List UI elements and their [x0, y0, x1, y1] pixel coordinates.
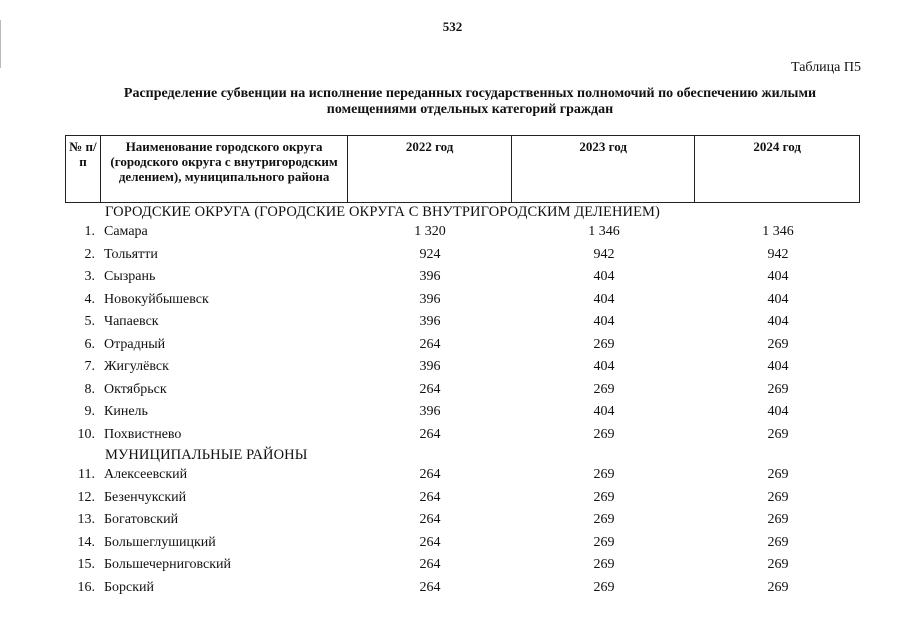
- table-header: [65, 135, 860, 203]
- table-row: [65, 401, 860, 424]
- row-num: 3.: [84, 269, 95, 285]
- row-name: Борский: [104, 579, 155, 595]
- row-value-2022: 264: [419, 534, 441, 550]
- row-value-2023: 942: [593, 246, 615, 262]
- table-row: [65, 577, 860, 600]
- section-city-districts: ГОРОДСКИЕ ОКРУГА (ГОРОДСКИЕ ОКРУГА С ВНУТРИГОРОДСКИМ ДЕЛЕНИЕМ): [105, 204, 660, 220]
- table-row: [65, 356, 860, 379]
- row-value-2024: 404: [767, 269, 789, 285]
- row-value-2024: 269: [767, 512, 789, 528]
- row-num: 8.: [84, 381, 95, 397]
- row-value-2022: 264: [419, 579, 441, 595]
- row-value-2023: 269: [593, 557, 615, 573]
- table-label: Таблица П5: [791, 60, 861, 75]
- row-value-2022: 396: [419, 314, 441, 330]
- row-value-2022: 396: [419, 359, 441, 375]
- row-value-2023: 269: [593, 579, 615, 595]
- row-value-2022: 1 320: [414, 224, 446, 240]
- row-value-2023: 404: [593, 291, 615, 307]
- row-value-2024: 269: [767, 426, 789, 442]
- header-name: Наименование городского округа (городского округа с внутригородским делением), муниципального района: [101, 136, 348, 202]
- row-value-2024: 942: [767, 246, 789, 262]
- row-name: Кинель: [104, 404, 148, 420]
- row-name: Большеглушицкий: [104, 534, 216, 550]
- table-row: [65, 379, 860, 402]
- row-value-2022: 396: [419, 404, 441, 420]
- table-row: [65, 554, 860, 577]
- row-value-2024: 269: [767, 467, 789, 483]
- row-value-2022: 264: [419, 381, 441, 397]
- row-num: 5.: [84, 314, 95, 330]
- row-num: 11.: [78, 467, 95, 483]
- row-value-2023: 269: [593, 512, 615, 528]
- row-name: Алексеевский: [104, 467, 188, 483]
- row-value-2023: 404: [593, 269, 615, 285]
- table-row: [65, 424, 860, 447]
- table-row: [65, 487, 860, 510]
- header-2024: 2024 год: [753, 139, 801, 154]
- row-value-2023: 404: [593, 359, 615, 375]
- header-2023: 2023 год: [512, 136, 696, 202]
- row-value-2022: 396: [419, 291, 441, 307]
- row-value-2022: 264: [419, 512, 441, 528]
- row-value-2022: 264: [419, 557, 441, 573]
- row-num: 15.: [77, 557, 95, 573]
- row-name: Новокуйбышевск: [104, 291, 209, 307]
- row-value-2024: 269: [767, 336, 789, 352]
- row-name: Отрадный: [104, 336, 166, 352]
- row-value-2023: 1 346: [588, 224, 620, 240]
- municipal-districts-rows: [65, 464, 860, 599]
- table-row: [65, 509, 860, 532]
- header-2022: 2022 год: [348, 136, 512, 202]
- row-name: Похвистнево: [104, 426, 182, 442]
- page-number: 532: [442, 19, 463, 34]
- subvention-table: [65, 135, 860, 599]
- row-name: Безенчукский: [104, 489, 187, 505]
- table-row: [65, 532, 860, 555]
- row-name: Сызрань: [104, 269, 156, 285]
- row-num: 1.: [84, 224, 95, 240]
- row-value-2023: 404: [593, 404, 615, 420]
- row-value-2023: 269: [593, 534, 615, 550]
- row-value-2024: 404: [767, 291, 789, 307]
- row-name: Чапаевск: [104, 314, 159, 330]
- row-value-2023: 269: [593, 467, 615, 483]
- row-num: 16.: [77, 579, 95, 595]
- row-value-2024: 269: [767, 381, 789, 397]
- row-num: 13.: [77, 512, 95, 528]
- row-num: 7.: [84, 359, 95, 375]
- row-num: 10.: [77, 426, 95, 442]
- document-title: Распределение субвенции на исполнение переданных государственных полномочий по обеспечению жилыми помещениями отдельных категорий граждан: [123, 86, 817, 117]
- city-districts-rows: [65, 221, 860, 446]
- row-value-2024: 269: [767, 579, 789, 595]
- row-num: 9.: [84, 404, 95, 420]
- row-value-2024: 269: [767, 557, 789, 573]
- table-row: [65, 221, 860, 244]
- row-value-2023: 404: [593, 314, 615, 330]
- row-value-2022: 924: [419, 246, 441, 262]
- row-name: Самара: [104, 224, 148, 240]
- row-value-2022: 264: [419, 426, 441, 442]
- table-row: [65, 289, 860, 312]
- table-row: [65, 244, 860, 267]
- row-value-2024: 1 346: [762, 224, 794, 240]
- row-num: 2.: [84, 246, 95, 262]
- row-value-2024: 269: [767, 489, 789, 505]
- row-name: Жигулёвск: [104, 359, 169, 375]
- row-value-2024: 404: [767, 314, 789, 330]
- row-num: 6.: [84, 336, 95, 352]
- row-name: Тольятти: [104, 246, 158, 262]
- table-row: [65, 334, 860, 357]
- table-row: [65, 311, 860, 334]
- row-name: Октябрьск: [104, 381, 167, 397]
- table-row: [65, 464, 860, 487]
- row-name: Богатовский: [104, 512, 179, 528]
- row-num: 12.: [77, 489, 95, 505]
- row-value-2022: 396: [419, 269, 441, 285]
- row-num: 4.: [84, 291, 95, 307]
- header-num: № п/п: [66, 136, 101, 202]
- row-value-2024: 269: [767, 534, 789, 550]
- row-value-2023: 269: [593, 489, 615, 505]
- row-value-2024: 404: [767, 404, 789, 420]
- row-name: Большечерниговский: [104, 557, 232, 573]
- row-value-2023: 269: [593, 381, 615, 397]
- row-value-2024: 404: [767, 359, 789, 375]
- row-value-2022: 264: [419, 336, 441, 352]
- row-value-2022: 264: [419, 467, 441, 483]
- section-municipal-districts: МУНИЦИПАЛЬНЫЕ РАЙОНЫ: [105, 447, 308, 463]
- row-value-2023: 269: [593, 336, 615, 352]
- row-num: 14.: [77, 534, 95, 550]
- row-value-2022: 264: [419, 489, 441, 505]
- table-row: [65, 266, 860, 289]
- row-value-2023: 269: [593, 426, 615, 442]
